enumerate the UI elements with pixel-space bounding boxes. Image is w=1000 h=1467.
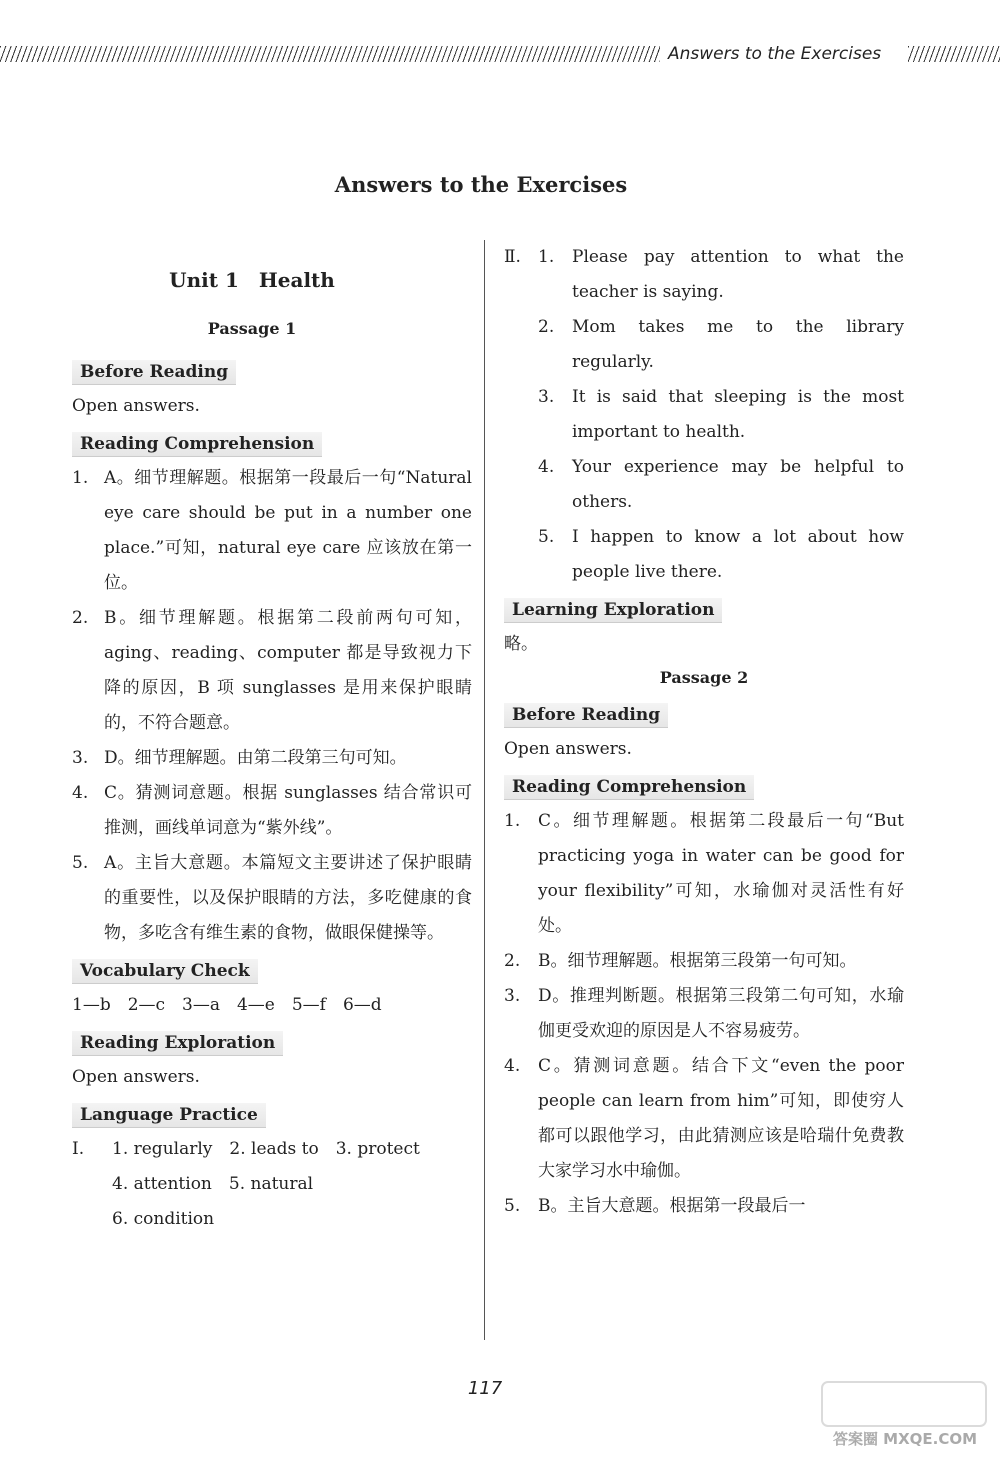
list-item: 4. C。猜测词意题。根据 sunglasses 结合常识可推测，画线单词意为“紫外线”。	[72, 783, 472, 838]
header-hatch-left	[0, 46, 660, 62]
section-heading: Learning Exploration	[504, 598, 722, 623]
section-heading: Reading Exploration	[72, 1031, 283, 1056]
answer-text: Open answers.	[72, 396, 200, 416]
section-heading: Language Practice	[72, 1103, 266, 1128]
column-divider	[484, 240, 485, 1340]
list-item: 3. It is said that sleeping is the most important to health.	[538, 387, 904, 442]
watermark-text: 答案圈 MXQE.COM	[832, 1430, 978, 1448]
page-number: 117	[467, 1378, 503, 1399]
list-item: 6. condition	[112, 1209, 215, 1229]
answer-list	[504, 804, 904, 1224]
section-heading: Vocabulary Check	[72, 959, 258, 984]
answer-text: Open answers.	[504, 739, 632, 759]
list-item: 5. B。主旨大意题。根据第一段最后一	[504, 1196, 806, 1216]
passage-title: Passage 1	[207, 319, 297, 338]
section-heading: Before Reading	[504, 703, 668, 728]
roman-numeral: Ⅰ.	[72, 1139, 85, 1159]
list-item: 2. Mom takes me to the library regularly.	[538, 317, 904, 372]
left-column	[72, 240, 472, 1237]
watermark-logo	[820, 1380, 990, 1460]
list-item: 3. D。推理判断题。根据第三段第二句可知，水瑜伽更受欢迎的原因是人不容易疲劳。	[504, 986, 904, 1041]
right-column	[504, 240, 904, 1224]
list-item: Ⅰ. 1. regularly 2. leads to 3. protect	[72, 1132, 472, 1167]
section-heading: Reading Comprehension	[504, 775, 754, 800]
answer-list	[72, 461, 472, 951]
list-item: 1. A。细节理解题。根据第一段最后一句“Natural eye care should be put in a number one place.”可知，natural eye care 应该放在第一位。	[72, 468, 472, 593]
running-title: Answers to the Exercises	[668, 44, 882, 64]
answer-list	[504, 240, 904, 590]
running-header	[0, 40, 1000, 70]
list-item: 2. B。细节理解题。根据第二段前两句可知，aging、reading、computer 都是导致视力下降的原因，B 项 sunglasses 是用来保护眼睛的，不符合题意。	[72, 608, 472, 733]
answer-text: 略。	[504, 634, 538, 654]
unit-title: Unit 1 Health	[169, 268, 335, 292]
list-item: 4. C。猜测词意题。结合下文“even the poor people can learn from him”可知，即使穷人都可以跟他学习，由此猜测应该是哈瑞什免费教大家学习水中瑜伽。	[504, 1056, 904, 1181]
list-item: 5. A。主旨大意题。本篇短文主要讲述了保护眼睛的重要性，以及保护眼睛的方法，多吃健康的食物，多吃含有维生素的食物，做眼保健操等。	[72, 853, 472, 943]
list-item: 5. I happen to know a lot about how people live there.	[538, 527, 904, 582]
list-item: 4. Your experience may be helpful to others.	[538, 457, 904, 512]
list-item: 2. B。细节理解题。根据第三段第一句可知。	[504, 951, 857, 971]
page-title: Answers to the Exercises	[334, 172, 628, 197]
list-item: 1. C。细节理解题。根据第二段最后一句“But practicing yoga in water can be good for your flexibility”可知，水瑜伽对灵活性有好处。	[504, 811, 904, 936]
list-item: Ⅱ. 1. Please pay attention to what the teacher is saying.	[504, 240, 904, 310]
list-item: 3. D。细节理解题。由第二段第三句可知。	[72, 748, 407, 768]
section-heading: Before Reading	[72, 360, 236, 385]
header-hatch-right	[908, 46, 1000, 62]
roman-numeral: Ⅱ.	[504, 247, 521, 267]
list-item: 4. attention 5. natural	[112, 1174, 314, 1194]
answer-text: Open answers.	[72, 1067, 200, 1087]
answer-text: 1—b 2—c 3—a 4—e 5—f 6—d	[72, 995, 382, 1015]
passage-title: Passage 2	[659, 668, 749, 687]
section-heading: Reading Comprehension	[72, 432, 322, 457]
